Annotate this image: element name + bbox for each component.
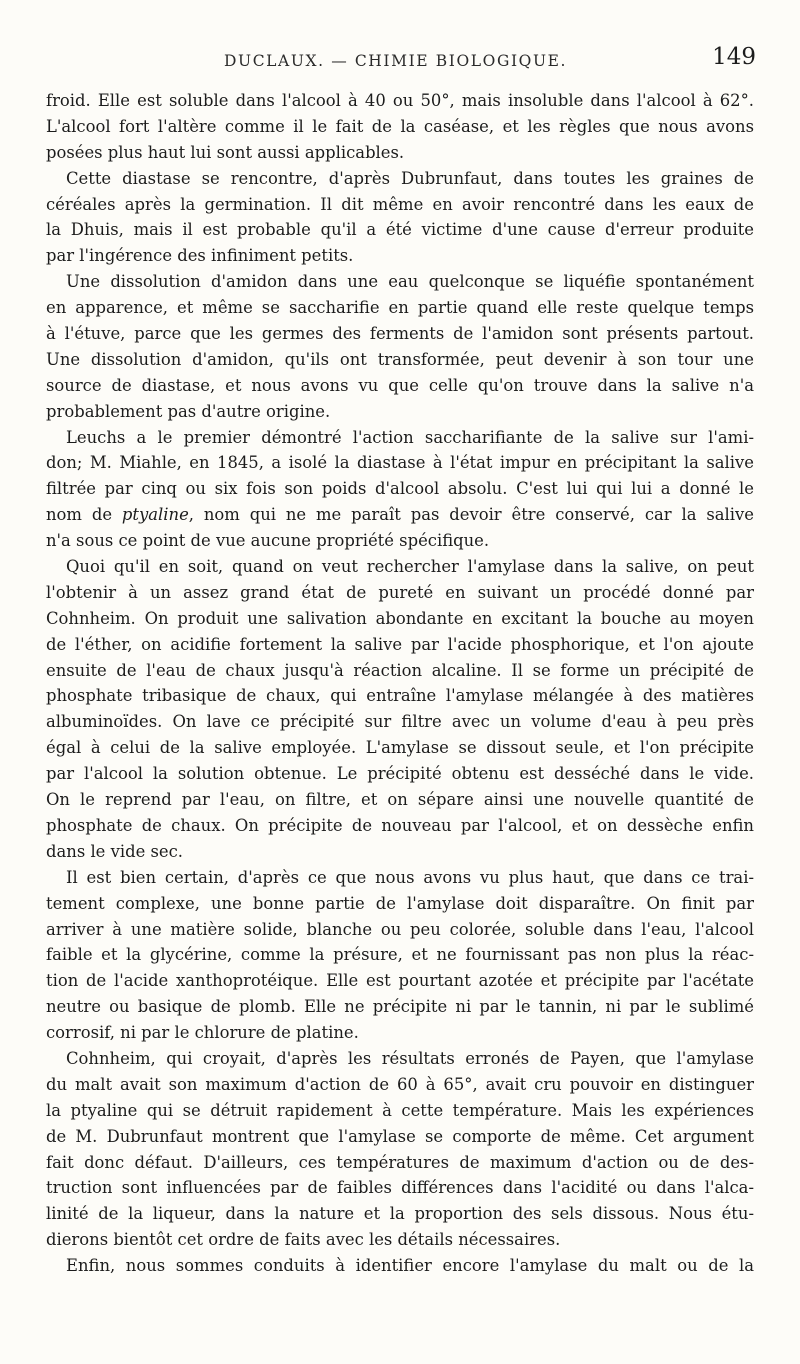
- text-line: On le reprend par l'eau, on filtre, et on sépare ainsi une nouvelle quantité de: [46, 790, 754, 810]
- text-line: faible et la glycérine, comme la présure, et ne fournissant pas non plus la réac-: [46, 945, 754, 965]
- text-line: Cette diastase se rencontre, d'après Dubrunfaut, dans toutes les graines de: [66, 168, 754, 188]
- text-line: l'obtenir à un assez grand état de pureté en suivant un procédé donné par: [46, 582, 754, 602]
- text-line: ensuite de l'eau de chaux jusqu'à réaction alcaline. Il se forme un précipité de: [46, 660, 754, 680]
- text-line: la Dhuis, mais il est probable qu'il a été victime d'une cause d'erreur produite: [46, 220, 754, 240]
- text-line: de M. Dubrunfaut montrent que l'amylase se comporte de même. Cet argument: [46, 1126, 754, 1146]
- text-line: corrosif, ni par le chlorure de platine.: [46, 1023, 359, 1043]
- text-line: probablement pas d'autre origine.: [46, 401, 331, 421]
- text-line: neutre ou basique de plomb. Elle ne précipite ni par le tannin, ni par le sublimé: [46, 997, 754, 1017]
- text-line: albuminoïdes. On lave ce précipité sur filtre avec un volume d'eau à peu près: [46, 712, 754, 732]
- text-line: posées plus haut lui sont aussi applicables.: [46, 142, 405, 162]
- text-line: par l'alcool la solution obtenue. Le précipité obtenu est desséché dans le vide.: [46, 764, 754, 784]
- text-line: Leuchs a le premier démontré l'action saccharifiante de la salive sur l'ami-: [66, 427, 754, 447]
- text-line: n'a sous ce point de vue aucune propriété spécifique.: [46, 531, 490, 551]
- text-line: phosphate de chaux. On précipite de nouveau par l'alcool, et on dessèche enfin: [46, 815, 754, 835]
- text-line: fait donc défaut. D'ailleurs, ces températures de maximum d'action ou de des-: [46, 1152, 754, 1172]
- body-text: [46, 88, 754, 1279]
- text-line: Enfin, nous sommes conduits à identifier encore l'amylase du malt ou de la: [66, 1256, 754, 1276]
- running-head: [46, 44, 756, 84]
- text-line: de l'éther, on acidifie fortement la salive par l'acide phosphorique, et l'on ajoute: [46, 634, 754, 654]
- text-line: L'alcool fort l'altère comme il le fait de la caséase, et les règles que nous avons: [46, 116, 754, 136]
- text-line: Une dissolution d'amidon, qu'ils ont transformée, peut devenir à son tour une: [46, 349, 754, 369]
- text-line: Une dissolution d'amidon dans une eau quelconque se liquéfie spontanément: [66, 272, 754, 292]
- text-line: céréales après la germination. Il dit même en avoir rencontré dans les eaux de: [46, 194, 754, 214]
- text-line: en apparence, et même se saccharifie en partie quand elle reste quelque temps: [46, 298, 754, 318]
- text-line: la ptyaline qui se détruit rapidement à cette température. Mais les expériences: [46, 1100, 754, 1120]
- text-line: don; M. Miahle, en 1845, a isolé la diastase à l'état impur en précipitant la salive: [46, 453, 754, 473]
- text-line: filtrée par cinq ou six fois son poids d'alcool absolu. C'est lui qui lui a donné le: [46, 479, 754, 499]
- text-line: froid. Elle est soluble dans l'alcool à 40 ou 50°, mais insoluble dans l'alcool à 62°.: [46, 91, 754, 110]
- text-line: Il est bien certain, d'après ce que nous avons vu plus haut, que dans ce trai-: [66, 867, 754, 887]
- text-line: truction sont influencées par de faibles différences dans l'acidité ou dans l'alca-: [46, 1178, 754, 1198]
- text-line: Cohnheim. On produit une salivation abondante en excitant la bouche au moyen: [46, 608, 754, 628]
- page-number: 149: [712, 44, 756, 70]
- text-line: tion de l'acide xanthoprotéique. Elle est pourtant azotée et précipite par l'acétate: [46, 971, 754, 991]
- text-line: à l'étuve, parce que les germes des ferments de l'amidon sont présents partout.: [46, 324, 754, 344]
- text-line: linité de la liqueur, dans la nature et la proportion des sels dissous. Nous étu-: [46, 1204, 754, 1224]
- text-line: nom de ptyaline, nom qui ne me paraît pas devoir être conservé, car la salive: [46, 505, 754, 525]
- italic-term: ptyaline: [121, 505, 189, 525]
- text-line: arriver à une matière solide, blanche ou peu colorée, soluble dans l'eau, l'alcool: [46, 919, 754, 939]
- text-line: égal à celui de la salive employée. L'amylase se dissout seule, et l'on précipite: [46, 738, 754, 758]
- text-line: Cohnheim, qui croyait, d'après les résultats erronés de Payen, que l'amylase: [66, 1048, 754, 1068]
- text-line: dierons bientôt cet ordre de faits avec les détails nécessaires.: [46, 1230, 561, 1250]
- text-line: du malt avait son maximum d'action de 60 à 65°, avait cru pouvoir en distinguer: [46, 1074, 754, 1094]
- text-line: dans le vide sec.: [46, 841, 183, 861]
- text-line: tement complexe, une bonne partie de l'amylase doit disparaître. On finit par: [46, 893, 754, 913]
- text-line: phosphate tribasique de chaux, qui entraîne l'amylase mélangée à des matières: [46, 686, 754, 706]
- text-line: par l'ingérence des infiniment petits.: [46, 246, 354, 266]
- running-title: DUCLAUX. — CHIMIE BIOLOGIQUE.: [224, 52, 568, 70]
- text-line: Quoi qu'il en soit, quand on veut rechercher l'amylase dans la salive, on peut: [66, 557, 754, 577]
- text-line: source de diastase, et nous avons vu que celle qu'on trouve dans la salive n'a: [46, 375, 754, 395]
